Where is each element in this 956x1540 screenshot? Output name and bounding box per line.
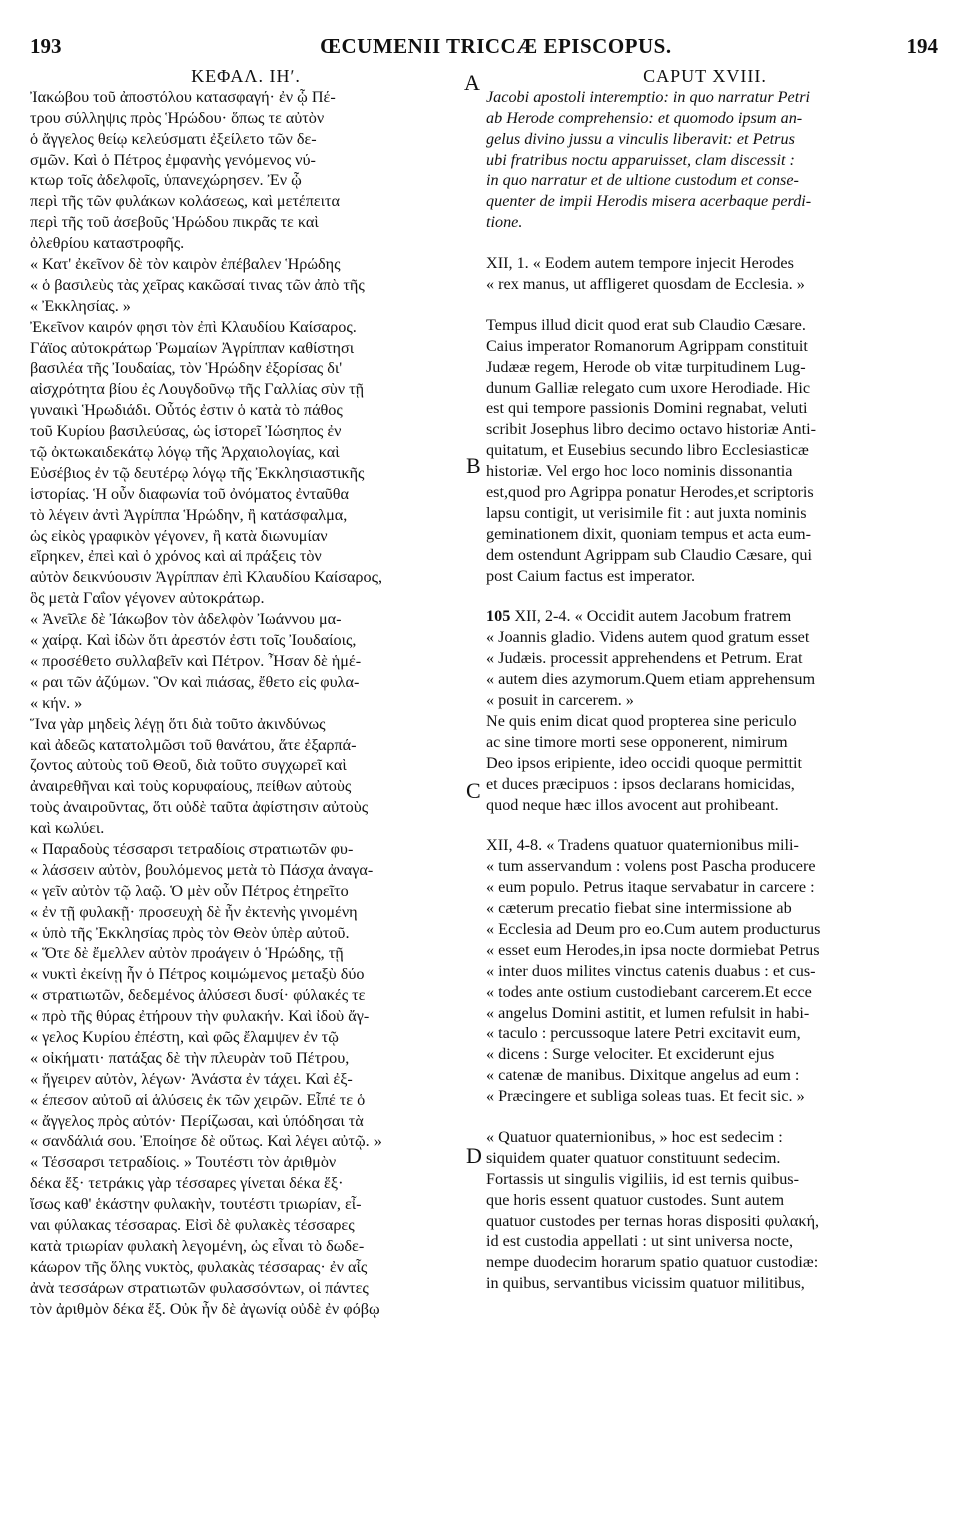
column-number: 105 (486, 607, 515, 626)
text-line: est qui tempore passionis Domini regnabat, veluti (486, 399, 808, 418)
text-line: « dicens : Surge velociter. Et exciderunt ejus (486, 1045, 775, 1064)
page-number-right: 194 (906, 34, 938, 58)
text-line: « πρὸ τῆς θύρας ἐτήρουν τὴν φυλακήν. Καὶ ἰδοὺ ἄγ- (30, 1007, 370, 1026)
text-line: « κήν. » (30, 693, 83, 712)
text-line: « angelus Domini astitit, et lumen refulsit in habi- (486, 1003, 810, 1022)
text-line: τρου σύλληψις πρὸς Ἡρώδου· ὅπως τε αὐτὸν (30, 108, 325, 127)
text-line: κάωρον τῆς ὅλης νυκτὸς, φυλακὰς τέσσαρας· ἐν αἷς (30, 1257, 368, 1276)
text-line: Εὐσέβιος ἐν τῷ δευτέρῳ λόγῳ τῆς Ἐκκλησιαστικῆς (30, 463, 365, 482)
latin-column (486, 66, 924, 1294)
text-line: et duces præcipuos : ipsos declarans homicidas, (486, 774, 795, 793)
text-line: « inter duos milites vinctus catenis duabus : et cus- (486, 961, 816, 980)
text-line: ἴσως καθ' ἑκάστην φυλακὴν, τουτέστι τριωρίαν, εἶ- (30, 1195, 362, 1214)
text-line: αὐτὸν δεικνύουσιν Ἀγρίππαν ἐπὶ Κλαυδίου Καίσαρος, (30, 568, 383, 587)
text-line: τὸν ἀριθμὸν δέκα ἕξ. Οὐκ ἦν δὲ ἀγωνίᾳ οὐδὲ ἐν φόβῳ (30, 1299, 380, 1318)
text-line: Fortassis ut singulis vigiliis, id est ternis quibus- (486, 1169, 799, 1188)
text-line: « ὁ βασιλεὺς τὰς χεῖρας κακῶσαί τινας τῶν ἀπὸ τῆς (30, 275, 365, 294)
text-line: κατὰ τριωρίαν φυλακὴ λεγομένη, ὡς εἶναι τὸ δωδε- (30, 1236, 365, 1255)
text-line: ναι φύλακας τέσσαρας. Εἰσὶ δὲ φυλακὲς τέσσαρες (30, 1215, 355, 1234)
margin-letter-a: A (464, 70, 480, 95)
text-line: quatuor custodes per ternas horas dispositi φυλακή, (486, 1211, 820, 1230)
text-line: κτωρ τοῖς ἀδελφοῖς, ὑπανεχώρησεν. Ἐν ᾧ (30, 171, 302, 190)
text-line: geminationem dixit, quoniam tempus et acta eum- (486, 524, 812, 543)
text-line: Γάϊος αὐτοκράτωρ Ῥωμαίων Ἀγρίππαν καθίστησι (30, 338, 355, 357)
text-line: Jacobi apostoli interemptio: in quo narratur Petri (486, 87, 811, 106)
text-line: « ἐν τῇ φυλακῇ· προσευχὴ δὲ ἦν ἐκτενὴς γινομένη (30, 902, 358, 921)
text-line: est,quod pro Agrippa ponatur Herodes,et scriptoris (486, 483, 814, 502)
chapter-title: ΚΕΦΑΛ. ΙΗʹ. (191, 66, 301, 86)
running-header (30, 34, 938, 60)
text-line: εἴρηκεν, ἐπεὶ καὶ ὁ χρόνος καὶ αἱ πράξεις τὸν (30, 547, 322, 566)
text-line: quod neque hæc illos avocent aut prohibeant. (486, 795, 779, 814)
greek-column (30, 66, 462, 1319)
running-title: ŒCUMENII TRICCÆ EPISCOPUS. (320, 34, 672, 58)
text-line: καὶ κωλύει. (30, 819, 105, 838)
text-line: « Ὅτε δὲ ἔμελλεν αὐτὸν προάγειν ὁ Ἡρώδης, τῇ (30, 944, 344, 963)
text-line: ἀνὰ τεσσάρων στρατιωτῶν φυλασσόντων, οἱ πάντες (30, 1278, 369, 1297)
text-line: « οἰκήματι· πατάξας δὲ τὴν πλευρὰν τοῦ Πέτρου, (30, 1048, 350, 1067)
text-line: « esset eum Herodes,in ipsa nocte dormiebat Petrus (486, 940, 820, 959)
text-line: siquidem quater quatuor constituunt sedecim. (486, 1148, 781, 1167)
text-line: que horis essent quatuor custodes. Sunt autem (486, 1190, 785, 1209)
text-line: « eum populo. Petrus itaque servabatur in carcere : (486, 878, 815, 897)
text-line: « Joannis gladio. Videns autem quod gratum esset (486, 628, 810, 647)
text-line: scribit Josephus libro decimo octavo historiæ Anti- (486, 420, 817, 439)
text-line: ζοντος αὐτοὺς τοῦ Θεοῦ, διὰ τοῦτο συγχωρεῖ καὶ (30, 756, 347, 775)
text-line: « autem dies azymorum.Quem etiam apprehensum (486, 670, 816, 689)
text-line: « ἤγειρεν αὐτὸν, λέγων· Ἀνάστα ἐν τάχει. Καὶ ἐξ- (30, 1069, 353, 1088)
text-line: ab Herode comprehensio: et quomodo ipsum an- (486, 108, 803, 127)
text-line: τοὺς ἀναιροῦντας, ὅτι οὐδὲ ταῦτα ἀφίστησιν αὐτοὺς (30, 798, 369, 817)
text-line: « Τέσσαρσι τετραδίοις. » Τουτέστι τὸν ἀριθμὸν (30, 1153, 337, 1172)
text-line: τῷ ὀκτωκαιδεκάτῳ λόγῳ τῆς Ἀρχαιολογίας, καὶ (30, 443, 340, 462)
text-line: historiæ. Vel ergo hoc loco nominis dissonantia (486, 462, 793, 481)
text-line: γυναικὶ Ἡρωδιάδι. Οὗτός ἐστιν ὁ κατὰ τὸ πάθος (30, 401, 343, 420)
text-line: lapsu contigit, ut verisimile fit : aut juxta nominis (486, 503, 807, 522)
text-line: « νυκτὶ ἐκείνῃ ἦν ὁ Πέτρος κοιμώμενος μεταξὺ δύο (30, 965, 365, 984)
page-number-left: 193 (30, 34, 62, 58)
text-line: δέκα ἕξ· τετράκις γὰρ τέσσαρες γίνεται δέκα ἕξ· (30, 1174, 344, 1193)
text-line: 105 XII, 2-4. « Occidit autem Jacobum fratrem (486, 607, 792, 626)
margin-letter-b: B (466, 453, 481, 478)
margin-letter-d: D (466, 1143, 482, 1168)
text-line: dunum Galliæ relegato cum uxore Herodiade. Hic (486, 378, 811, 397)
text-line: « στρατιωτῶν, δεδεμένος ἁλύσεσι δυσί· φύλακές τε (30, 986, 366, 1005)
text-line: « Παραδοὺς τέσσαρσι τετραδίοις στρατιωτῶν φυ- (30, 839, 354, 858)
text-line: « ἄγγελος πρὸς αὐτόν· Περίζωσαι, καὶ ὑπόδησαι τὰ (30, 1111, 364, 1130)
text-line: Ἰακώβου τοῦ ἀποστόλου κατασφαγή· ἐν ᾧ Πέ- (30, 87, 336, 106)
text-line: Deo ipsos eripiente, ideo occidi quoque permittit (486, 753, 803, 772)
text-line: Tempus illud dicit quod erat sub Claudio Cæsare. (486, 315, 806, 334)
text-line: « γελος Κυρίου ἐπέστη, καὶ φῶς ἔλαμψεν ἐν τῷ (30, 1027, 339, 1046)
text-line: Ne quis enim dicat quod propterea sine periculo (486, 711, 797, 730)
text-line: « Præcingere et subliga soleas tuas. Et fecit sic. » (486, 1087, 805, 1106)
text-line: ὀλεθρίου καταστροφῆς. (30, 234, 185, 253)
text-line: « todes ante ostium custodiebant carcerem.Et ecce (486, 982, 812, 1001)
text-line: XII, 4-8. « Tradens quatuor quaternionibus mili- (486, 836, 799, 855)
text-line: ὃς μετὰ Γαΐον γέγονεν αὐτοκράτωρ. (30, 589, 265, 608)
chapter-title: CAPUT XVIII. (643, 66, 767, 86)
text-line: περὶ τῆς τοῦ ἀσεβοῦς Ἡρώδου πικρᾶς τε καὶ (30, 213, 319, 232)
text-line: « posuit in carcerem. » (486, 691, 634, 710)
text-line: « catenæ de manibus. Dixitque angelus ad eum : (486, 1066, 800, 1085)
text-line: περὶ τῆς τῶν φυλάκων κολάσεως, καὶ μετέπειτα (30, 192, 341, 211)
text-line: « σανδάλιά σου. Ἐποίησε δὲ οὕτως. Καὶ λέγει αὐτῷ. » (30, 1132, 382, 1151)
text-line: Ἐκεῖνον καιρόν φησι τὸν ἐπὶ Κλαυδίου Καίσαρος. (30, 317, 357, 336)
text-line: « Ἐκκλησίας. » (30, 296, 131, 315)
text-line: « tum asservandum : volens post Pascha producere (486, 857, 816, 876)
text-line: quitatum, et Eusebius secundo libro Ecclesiasticæ (486, 441, 809, 460)
text-line: gelus divino jussu a vinculis liberavit: et Petrus (486, 129, 795, 148)
text-line: Caius imperator Romanorum Agrippam constituit (486, 336, 808, 355)
text-line: αἰσχρότητα βίου ἐς Λουγδοῦνῳ τῆς Γαλλίας σὺν τῇ (30, 380, 365, 399)
text-line: id est custodia appellati : ut sint universa nocte, (486, 1232, 794, 1251)
text-line: τὸ λέγειν ἀντὶ Ἀγρίππα Ἡρώδην, ἢ κατάσφαλμα, (30, 505, 348, 524)
text-line: in quo narratur et de ultione custodum et conse- (486, 171, 799, 190)
text-line: ἀναιρεθῆναι καὶ τοὺς κορυφαίους, πείθων αὐτοὺς (30, 777, 352, 796)
text-line: « Κατ' ἐκεῖνον δὲ τὸν καιρὸν ἐπέβαλεν Ἡρώδης (30, 255, 341, 274)
text-line: τοῦ Κυρίου βασιλεύσας, ὡς ἱστορεῖ Ἰώσηπος ἐν (30, 422, 342, 441)
text-line: Judææ regem, Herode ob vitæ turpitudinem Lug- (486, 357, 806, 376)
text-line: « taculo : percussoque latere Petri excitavit eum, (486, 1024, 801, 1043)
text-line: καὶ ἀδεῶς κατατολμῶσι τοῦ θανάτου, ἅτε ἐξαρπά- (30, 735, 357, 754)
text-line: tione. (486, 213, 523, 232)
text-line: ἱστορίας. Ἡ οὖν διαφωνία τοῦ ὀνόματος ἐνταῦθα (30, 484, 349, 503)
margin-letter-c: C (466, 778, 481, 803)
text-line: « χαίρᾳ. Καὶ ἰδὼν ὅτι ἀρεστόν ἐστι τοῖς Ἰουδαίοις, (30, 631, 357, 650)
text-line: ὡς εἰκὸς γραφικὸν γέγονεν, ἢ κατὰ διωνυμίαν (30, 526, 328, 545)
text-line: nempe duodecim horarum spatio quatuor custodiæ: (486, 1253, 819, 1272)
text-line: « Quatuor quaternionibus, » hoc est sedecim : (486, 1127, 783, 1146)
text-line: dem ostendunt Agrippam sub Claudio Cæsare, qui (486, 545, 812, 564)
text-line: « ὑπὸ τῆς Ἐκκλησίας πρὸς τὸν Θεὸν ὑπὲρ αὐτοῦ. (30, 923, 350, 942)
text-line: in quibus, servantibus vicissim quatuor militibus, (486, 1274, 805, 1293)
text-line: βασιλέα τῆς Ἰουδαίας, τὸν Ἡρώδην ἐξορίσας δι' (30, 359, 343, 378)
text-line: XII, 1. « Eodem autem tempore injecit Herodes (486, 254, 794, 273)
text-line: ac sine timore morti sese opponerent, nimirum (486, 732, 788, 751)
text-line: « Ἀνεῖλε δὲ Ἰάκωβον τὸν ἀδελφὸν Ἰωάννου μα- (30, 610, 342, 629)
text-line: post Caium factus est imperator. (486, 566, 696, 585)
text-line: « λάσσειν αὐτὸν, βουλόμενος μετὰ τὸ Πάσχα ἀναγα- (30, 860, 374, 879)
text-line: ubi fratribus noctu apparuisset, clam discessit : (486, 150, 795, 169)
text-line: « προσέθετο συλλαβεῖν καὶ Πέτρον. Ἦσαν δὲ ἡμέ- (30, 651, 362, 670)
text-line: « Judæis. processit apprehendens et Petrum. Erat (486, 649, 803, 668)
text-line: « γεῖν αὐτὸν τῷ λαῷ. Ὁ μὲν οὖν Πέτρος ἐτηρεῖτο (30, 881, 349, 900)
text-line: σμῶν. Καὶ ὁ Πέτρος ἐμφανὴς γενόμενος νύ- (30, 150, 316, 169)
text-line: « cæterum precatio fiebat sine intermissione ab (486, 899, 792, 918)
text-line: quenter de impii Herodis misera acerbaque perdi- (486, 192, 812, 211)
text-line: « rex manus, ut affligeret quosdam de Ecclesia. » (486, 275, 805, 294)
text-line: « έπεσον αὐτοῦ αἱ ἁλύσεις ἐκ τῶν χειρῶν. Εἶπέ τε ὁ (30, 1090, 366, 1109)
text-line: « ραι τῶν ἀζύμων. Ὃν καὶ πιάσας, ἔθετο εἰς φυλα- (30, 672, 360, 691)
text-line: Ἵνα γὰρ μηδεὶς λέγῃ ὅτι διὰ τοῦτο ἀκινδύνως (30, 714, 326, 733)
text-line: « Ecclesia ad Deum pro eo.Cum autem producturus (486, 919, 821, 938)
text-line: ὁ ἄγγελος θείῳ κελεύσματι ἐξείλετο τῶν δε- (30, 129, 317, 148)
